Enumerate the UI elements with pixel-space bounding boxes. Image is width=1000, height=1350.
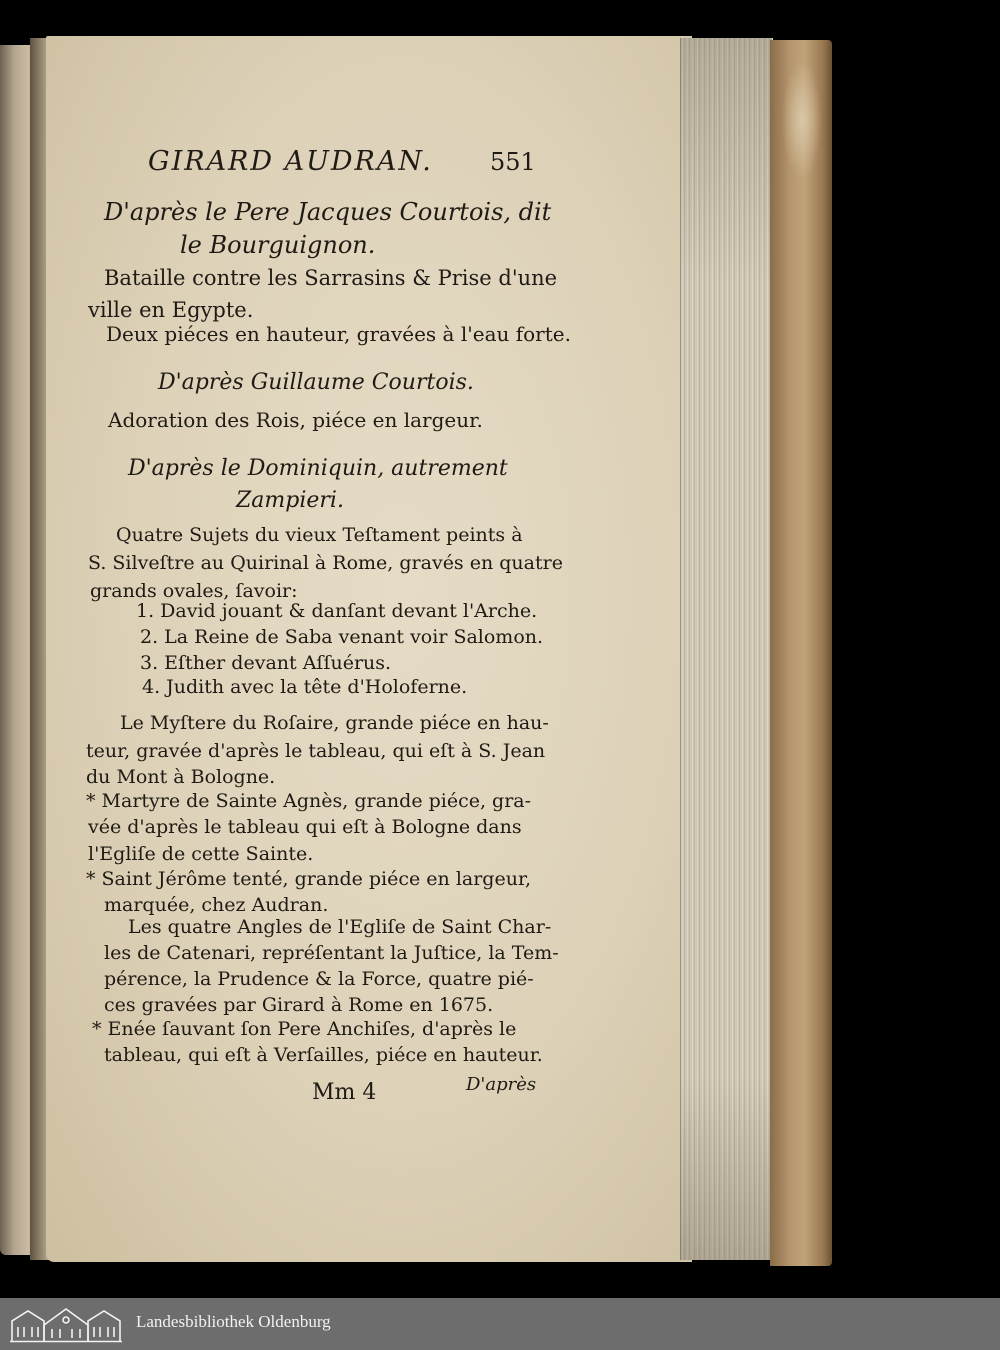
text-line: grands ovales, ſavoir: <box>90 580 298 602</box>
text-line: le Bourguignon. <box>180 231 376 259</box>
text-line: D'après le Pere Jacques Courtois, dit <box>104 198 552 226</box>
text-line: Adoration des Rois, piéce en largeur. <box>108 408 483 432</box>
text-line: l'Egliſe de cette Sainte. <box>88 843 314 865</box>
text-line: * Martyre de Sainte Agnès, grande piéce, gra- <box>86 790 532 812</box>
text-line: marquée, chez Audran. <box>104 894 329 916</box>
running-header: GIRARD AUDRAN. <box>148 146 433 177</box>
text-line: Bataille contre les Sarrasins & Prise d'une <box>104 266 558 290</box>
footer-bar <box>0 1298 1000 1350</box>
library-building-icon <box>10 1305 122 1343</box>
cover-wear-spot <box>782 60 822 180</box>
text-line: vée d'après le tableau qui eſt à Bologne dans <box>88 816 522 838</box>
text-line: pérence, la Prudence & la Force, quatre pié- <box>104 968 534 990</box>
text-line: du Mont à Bologne. <box>86 766 276 788</box>
book-cover-board <box>770 40 832 1266</box>
list-item: 2. La Reine de Saba venant voir Salomon. <box>140 626 544 648</box>
list-item: 3. Eſther devant Aſſuérus. <box>140 652 392 674</box>
text-line: les de Catenari, repréſentant la Juſtice, la Tem- <box>104 942 559 964</box>
text-line: Quatre Sujets du vieux Teſtament peints à <box>116 524 523 546</box>
text-line: Les quatre Angles de l'Egliſe de Saint Char- <box>128 916 552 938</box>
section-heading: D'après le Dominiquin, autrement <box>128 456 508 481</box>
catchword: D'après <box>466 1074 537 1095</box>
page-number: 551 <box>490 148 536 176</box>
text-line: ces gravées par Girard à Rome en 1675. <box>104 994 494 1016</box>
page-block-shade <box>680 38 772 1260</box>
library-name: Landesbibliothek Oldenburg <box>136 1312 331 1331</box>
text-line: * Saint Jérôme tenté, grande piéce en largeur, <box>86 868 531 890</box>
list-item: 1. David jouant & danſant devant l'Arche. <box>136 600 538 622</box>
section-heading: D'après Guillaume Courtois. <box>158 370 474 395</box>
text-line: tableau, qui eſt à Verſailles, piéce en hauteur. <box>104 1044 543 1066</box>
text-line: * Enée ſauvant ſon Pere Anchiſes, d'après le <box>92 1018 517 1040</box>
text-line: Deux piéces en hauteur, gravées à l'eau forte. <box>106 322 571 346</box>
text-line: S. Silveſtre au Quirinal à Rome, gravés en quatre <box>88 552 563 574</box>
text-line: ville en Egypte. <box>88 298 254 322</box>
section-heading: Zampieri. <box>236 488 344 513</box>
list-item: 4. Judith avec la tête d'Holoferne. <box>142 676 468 698</box>
signature-mark: Mm 4 <box>312 1080 377 1105</box>
text-line: teur, gravée d'après le tableau, qui eſt à S. Jean <box>86 740 546 762</box>
text-line: Le Myſtere du Roſaire, grande piéce en hau- <box>120 712 549 734</box>
